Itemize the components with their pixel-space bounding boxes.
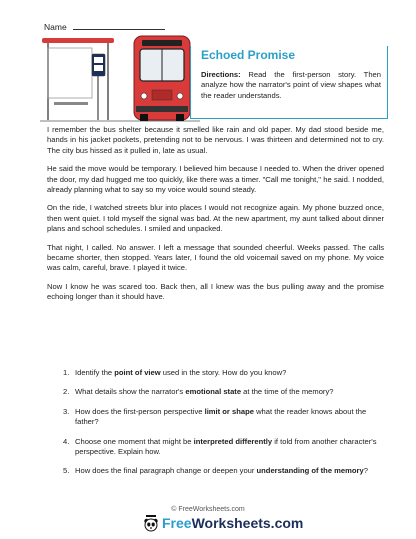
panda-icon (143, 515, 159, 533)
question-2: 2. What details show the narrator's emotional state at the time of the memory? (63, 387, 334, 397)
question-list (63, 368, 383, 486)
question-3: 3. How does the first-person perspective limit or shape what the reader knows about the father? (63, 406, 367, 427)
story-paragraph-3: On the ride, I watched streets blur into places I would not recognize again. My phone buzzed once, then went quiet. I told myself the signal was bad. At the new apartment, my aunt talked about dinner plans and school schedules. I smiled and unpacked. (47, 203, 384, 234)
footer-copyright[interactable]: © FreeWorksheets.com (171, 506, 245, 513)
question-number: 5. (63, 466, 70, 476)
worksheet-title: Echoed Promise (201, 48, 296, 62)
logo-wordmark: FreeWorksheets.com (162, 515, 304, 531)
freeworksheets-logo[interactable] (143, 513, 304, 535)
question-keyword: interpreted differently (193, 436, 273, 446)
story-paragraph-2: He said the move would be temporary. I believed him because I needed to. When the driver opened the door, my dad hugged me too quickly, like there was a timer. "Call me tonight," he said. I nodded, already planning what to say so my voice would sound steady. (47, 164, 384, 195)
question-number: 4. (63, 436, 70, 446)
story-text (47, 125, 384, 311)
question-1: 1. Identify the point of view used in the story. How do you know? (63, 368, 287, 377)
name-label: Name (44, 22, 67, 32)
shelter-roof (42, 38, 114, 43)
bus-shelter-illustration (40, 34, 200, 134)
question-5: 5. How does the final paragraph change or deepen your understanding of the memory? (63, 466, 368, 476)
story-paragraph-4: That night, I called. No answer. I left a message that sounded cheerful. Weeks passed. The calls became shorter, then stopped. Years later, I found the old voicemail saved on my phone. My voice was calm, careful, brave. I played it twice. (47, 242, 384, 273)
name-underline[interactable] (73, 21, 165, 30)
question-4: 4. Choose one moment that might be interpreted differently if told from another character's perspective. Explain how. (63, 436, 377, 457)
question-keyword: limit or shape (204, 406, 254, 416)
question-number: 1. (63, 368, 70, 377)
question-number: 2. (63, 387, 70, 397)
directions (201, 70, 381, 101)
directions-label: Directions: (201, 70, 241, 79)
name-field[interactable] (44, 21, 165, 32)
story-paragraph-5: Now I know he was scared too. Back then, all I knew was the bus pulling away and the promise echoing longer than it should have. (47, 281, 384, 302)
question-number: 3. (63, 406, 70, 416)
directions-text: Read the first-person story. Then analyze how the narrator's point of view shapes what the reader understands. (201, 70, 381, 100)
question-keyword: understanding of the memory (256, 466, 364, 476)
question-keyword: emotional state (185, 387, 242, 397)
question-keyword: point of view (114, 368, 161, 377)
story-paragraph-1: I remember the bus shelter because it smelled like rain and old paper. My dad stood beside me, hands in his jacket pockets, pretending not to be nervous. I was thirteen and determined not to cry. The city bus hissed as it pulled in, late as usual. (47, 125, 384, 155)
